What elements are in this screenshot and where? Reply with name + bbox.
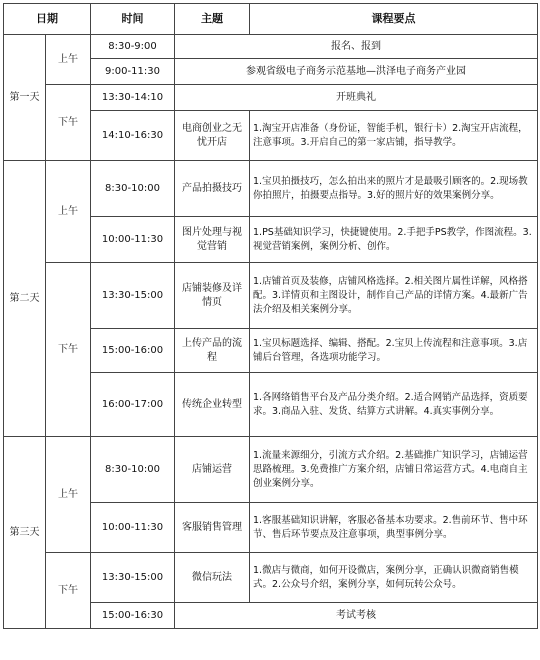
day-label-1: 第一天 [4,35,46,161]
topic-cell: 传统企业转型 [175,373,250,437]
points-cell: 1.PS基础知识学习，快捷键使用。2.手把手PS教学，作图流程。3.视觉营销案例，案例分析、创作。 [250,217,538,263]
points-cell: 1.各网络销售平台及产品分类介绍。2.适合网销产品选择，资质要求。3.商品入驻、发货、结算方式讲解。4.真实事例分享。 [250,373,538,437]
table-row [4,35,538,59]
day-label-2: 第二天 [4,161,46,437]
points-cell: 考试考核 [175,603,538,629]
half-day-am: 上午 [46,161,91,263]
time-cell: 10:00-11:30 [91,503,175,553]
table-row [4,161,538,217]
time-cell: 9:00-11:30 [91,59,175,85]
header-points: 课程要点 [250,4,538,35]
time-cell: 15:00-16:00 [91,329,175,373]
table-row [4,85,538,111]
header-row [4,4,538,35]
time-cell: 15:00-16:30 [91,603,175,629]
header-time: 时间 [91,4,175,35]
topic-cell: 电商创业之无忧开店 [175,111,250,161]
half-day-am: 上午 [46,35,91,85]
time-cell: 8:30-10:00 [91,161,175,217]
topic-cell: 店铺运营 [175,437,250,503]
table-row [4,437,538,503]
time-cell: 8:30-9:00 [91,35,175,59]
time-cell: 10:00-11:30 [91,217,175,263]
points-cell: 1.店铺首页及装修，店铺风格选择。2.相关图片属性详解，风格搭配。3.详情页和主图设计，制作自己产品的详情方案。4.最新广告法介绍及相关案例分享。 [250,263,538,329]
points-cell: 1.宝贝标题选择、编辑、搭配。2.宝贝上传流程和注意事项。3.店铺后台管理，各选项功能学习。 [250,329,538,373]
time-cell: 16:00-17:00 [91,373,175,437]
time-cell: 14:10-16:30 [91,111,175,161]
half-day-pm: 下午 [46,85,91,161]
topic-cell: 店铺装修及详情页 [175,263,250,329]
time-cell: 13:30-15:00 [91,553,175,603]
header-topic: 主题 [175,4,250,35]
half-day-am: 上午 [46,437,91,553]
points-cell: 1.流量来源细分，引流方式介绍。2.基础推广知识学习，店铺运营思路梳理。3.免费推广方案介绍，店铺日常运营方式。4.电商自主创业案例分享。 [250,437,538,503]
topic-cell: 客服销售管理 [175,503,250,553]
table-row [4,263,538,329]
header-date: 日期 [4,4,91,35]
table-row [4,553,538,603]
points-cell: 1.淘宝开店准备（身份证，智能手机，银行卡）2.淘宝开店流程，注意事项。3.开启自己的第一家店铺，指导教学。 [250,111,538,161]
course-schedule-table [3,3,538,629]
topic-cell: 图片处理与视觉营销 [175,217,250,263]
points-cell: 报名、报到 [175,35,538,59]
topic-cell: 产品拍摄技巧 [175,161,250,217]
topic-cell: 微信玩法 [175,553,250,603]
day-label-3: 第三天 [4,437,46,629]
time-cell: 13:30-14:10 [91,85,175,111]
half-day-pm: 下午 [46,263,91,437]
points-cell: 参观省级电子商务示范基地—洪泽电子商务产业园 [175,59,538,85]
half-day-pm: 下午 [46,553,91,629]
points-cell: 1.客服基础知识讲解，客服必备基本功要求。2.售前环节、售中环节、售后环节要点及注意事项，典型事例分享。 [250,503,538,553]
points-cell: 开班典礼 [175,85,538,111]
time-cell: 8:30-10:00 [91,437,175,503]
topic-cell: 上传产品的流程 [175,329,250,373]
time-cell: 13:30-15:00 [91,263,175,329]
points-cell: 1.微店与微商，如何开设微店，案例分享，正确认识微商销售模式。2.公众号介绍，案例分享，如何玩转公众号。 [250,553,538,603]
points-cell: 1.宝贝拍摄技巧，怎么拍出来的照片才是最吸引顾客的。2.现场教你拍照片，拍摄要点指导。3.好的照片好的效果案例分享。 [250,161,538,217]
